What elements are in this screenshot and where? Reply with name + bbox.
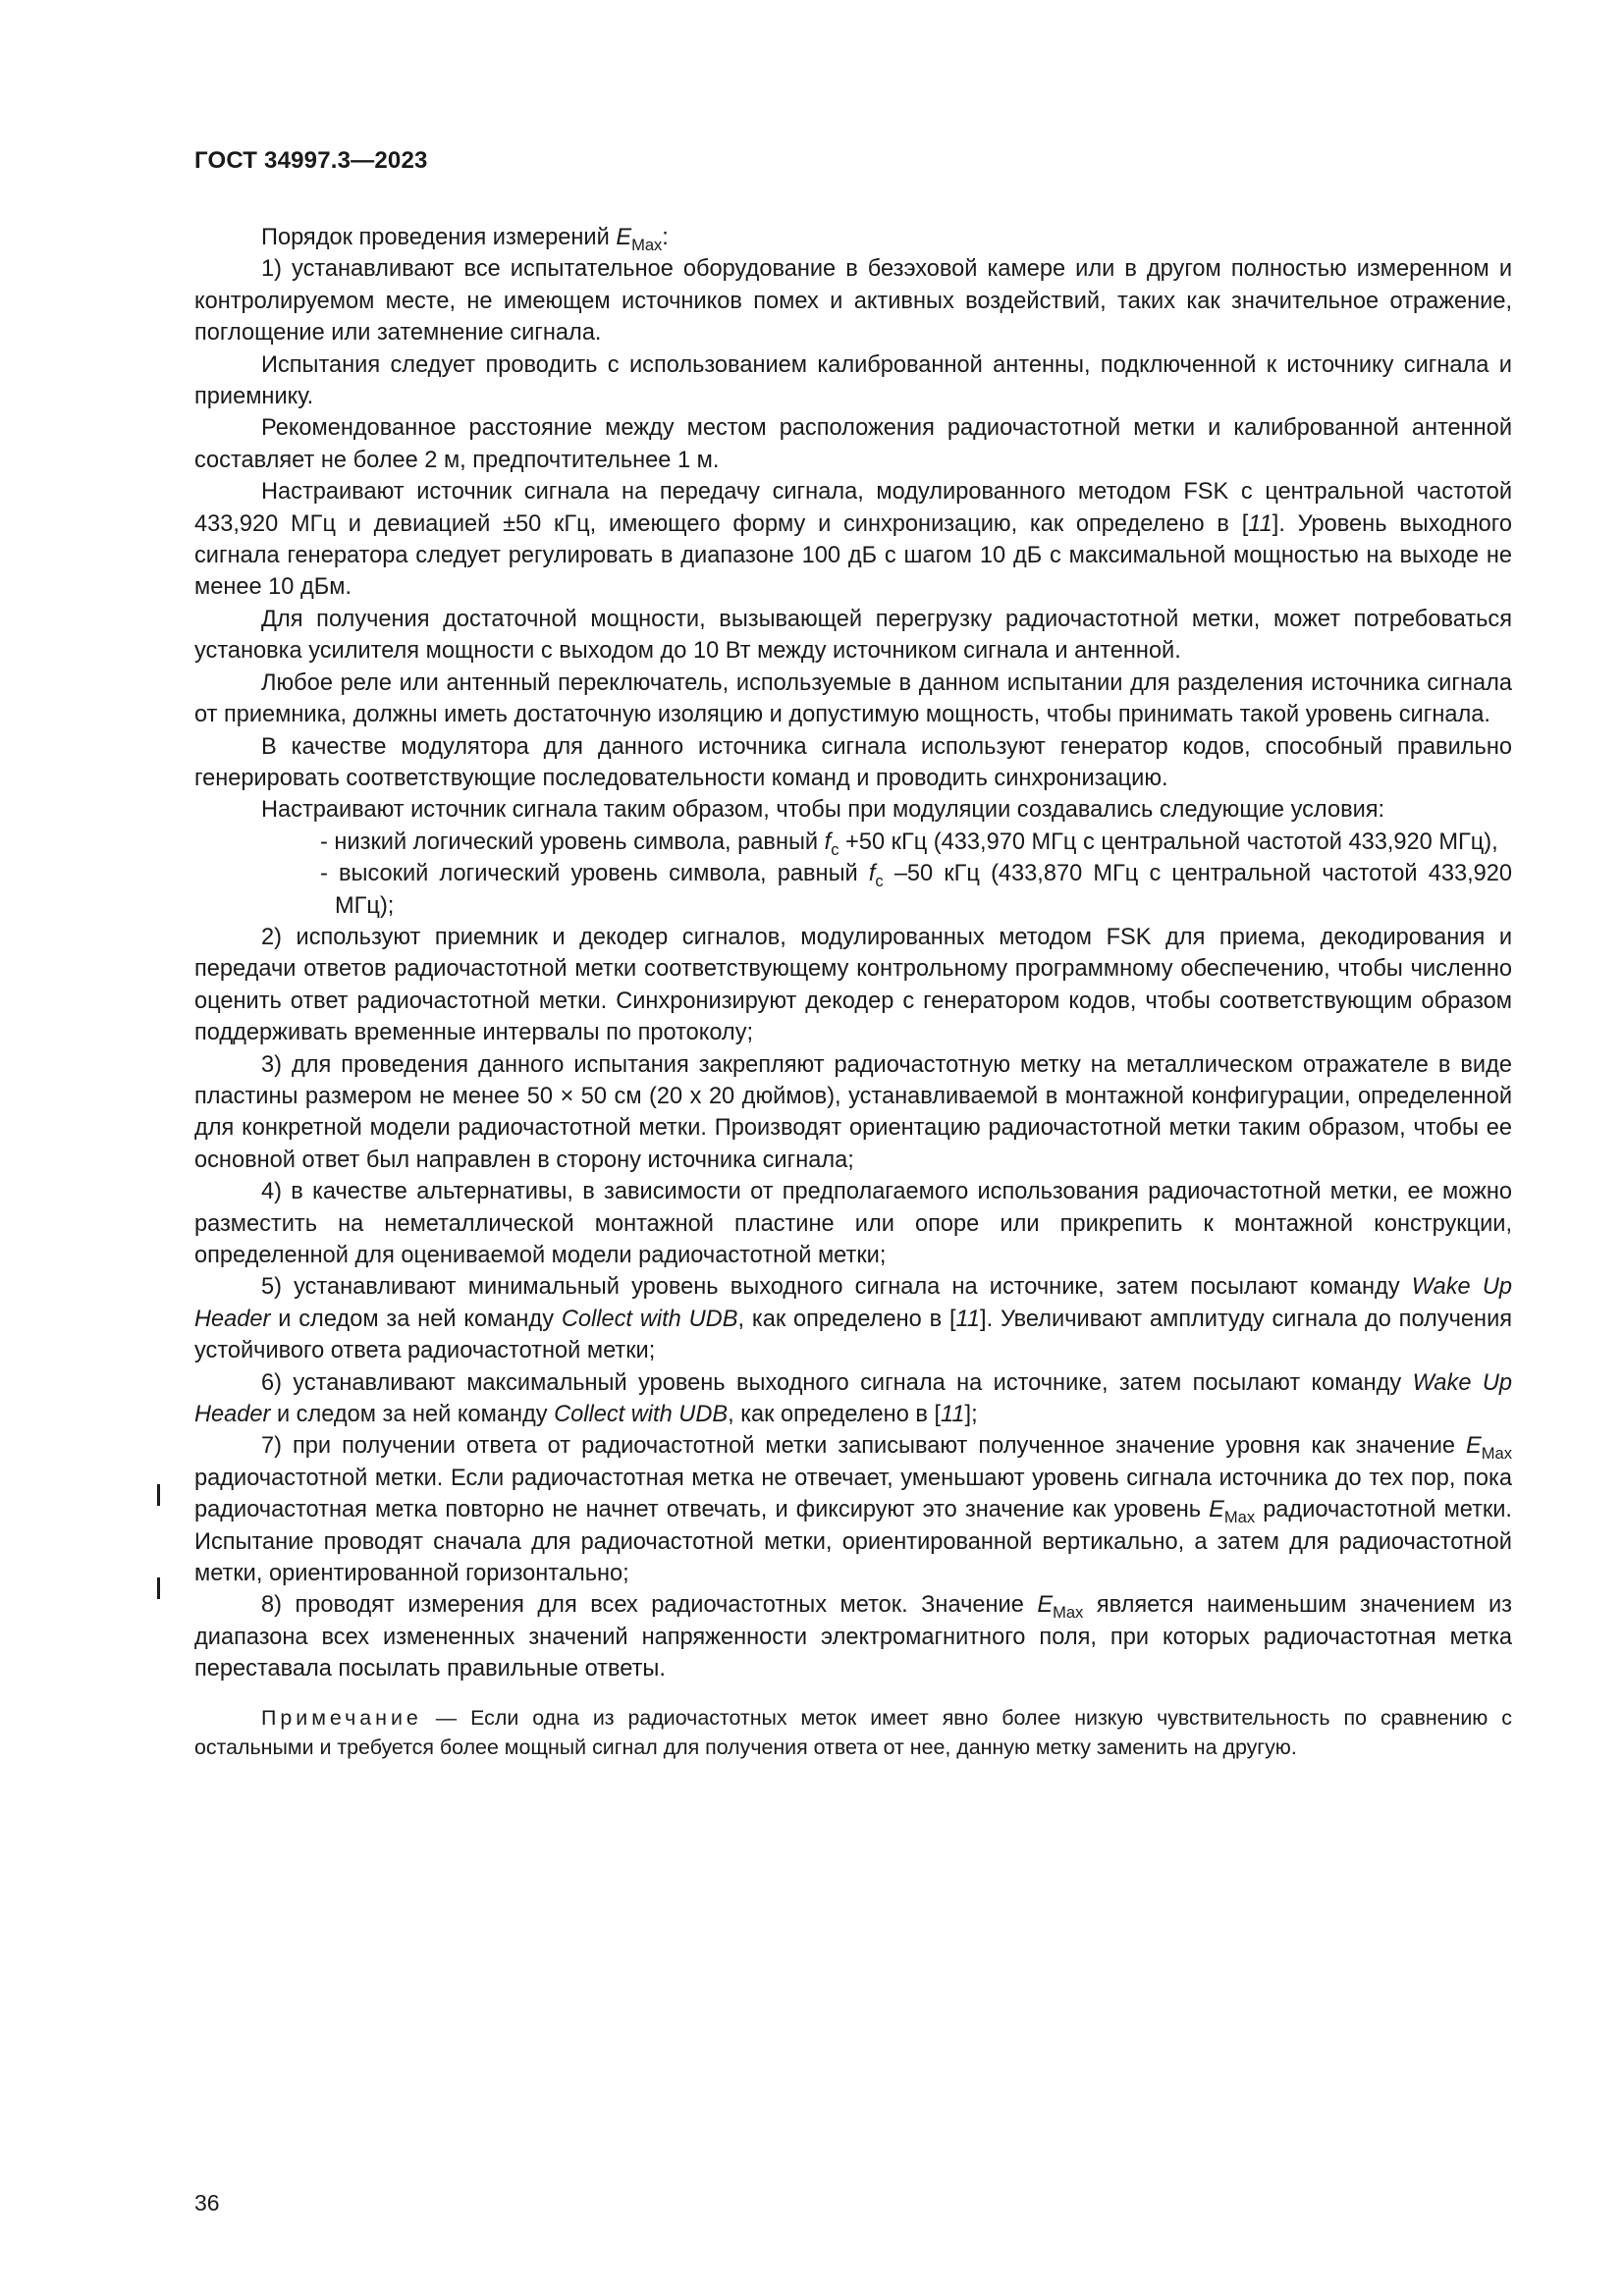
note-label: Примечание <box>261 1705 422 1730</box>
paragraph-6: Любое реле или антенный переключатель, используемые в данном испытании для разделения источника сигнала от приемника, должны иметь достаточную изоляцию и допустимую мощность, чтобы принимать такой уровень сигнала. <box>194 669 1512 728</box>
paragraph-step-2: 2) используют приемник и декодер сигналов, модулированных методом FSK для приема, декодирования и передачи ответов радиочастотной метки соответствующему контрольному программному обеспечению, чтобы численно оценить ответ радиочастотной метки. Синхронизируют декодер с генератором кодов, чтобы соответствующим образом поддерживать временные интервалы по протоколу; <box>194 924 1512 1046</box>
paragraph-7: В качестве модулятора для данного источника сигнала используют генератор кодов, способный правильно генерировать соответствующие последовательности команд и проводить синхронизацию. <box>194 733 1512 791</box>
document-body <box>194 222 1512 1762</box>
paragraph-step-3: 3) для проведения данного испытания закрепляют радиочастотную метку на металлическом отражателе в виде пластины размером не менее 50 × 50 см (20 х 20 дюймов), устанавливаемой в монтажной конфигурации, определенной для конкретной модели радиочастотной метки. Производят ориентацию радиочастотной метки таким образом, чтобы ее основной ответ был направлен в сторону источника сигнала; <box>194 1051 1512 1173</box>
page-number: 36 <box>194 2190 220 2216</box>
paragraph-step-7: 7) при получении ответа от радиочастотной метки записывают полученное значение уровня как значение $E_{Max}$ радиочастотной метки. Если радиочастотная метка не отвечает, уменьшают уровень сигнала источника до тех пор, пока радиочастотная метка повторно не начнет отвечать, и фиксируют это значение как уровень $E_{Max}$ радиочастотной метки. Испытание проводят сначала для радиочастотной метки, ориентированной вертикально, а затем для радиочастотной метки, ориентированной горизонтально; <box>194 1433 1512 1587</box>
paragraph-1: 1) устанавливают все испытательное оборудование в безэховой камере или в другом полностью измеренном и контролируемом месте, не имеющем источников помех и активных воздействий, таких как значительное отражение, поглощение или затемнение сигнала. <box>194 256 1512 347</box>
list-item-high-level: - высокий логический уровень символа, равный $f_c$ –50 кГц (433,870 МГц с центральной частотой 433,920 МГц); <box>320 861 1512 919</box>
change-bar <box>157 1484 160 1506</box>
document-header: ГОСТ 34997.3—2023 <box>194 147 428 174</box>
paragraph-5: Для получения достаточной мощности, вызывающей перегрузку радиочастотной метки, может потребоваться установка усилителя мощности с выходом до 10 Вт между источником сигнала и антенной. <box>194 606 1512 665</box>
paragraph-step-5: 5) устанавливают минимальный уровень выходного сигнала на источнике, затем посылают команду Wake Up Header и следом за ней команду Collect with UDB, как определено в [11]. Увеличивают амплитуду сигнала до получения устойчивого ответа радиочастотной метки; <box>194 1274 1513 1364</box>
change-bar <box>157 1577 160 1599</box>
note: Примечание — Если одна из радиочастотных меток имеет явно более низкую чувствительность по сравнению с остальными и требуется более мощный сигнал для получения ответа от нее, данную метку заменить на другую. <box>194 1705 1512 1759</box>
paragraph-4: Настраивают источник сигнала на передачу сигнала, модулированного методом FSK с центральной частотой 433,920 МГц и девиацией ±50 кГц, имеющего форму и синхронизацию, как определено в [11]. Уровень выходного сигнала генератора следует регулировать в диапазоне 100 дБ с шагом 10 дБ с максимальной мощностью на выходе не менее 10 дБм. <box>194 479 1513 601</box>
paragraph-step-8: 8) проводят измерения для всех радиочастотных меток. Значение $E_{Max}$ является наименьшим значением из диапазона всех измененных значений напряженности электромагнитного поля, при которых радиочастотная метка переставала посылать правильные ответы. <box>194 1592 1512 1682</box>
paragraph-3: Рекомендованное расстояние между местом расположения радиочастотной метки и калиброванной антенной составляет не более 2 м, предпочтительнее 1 м. <box>194 415 1512 473</box>
paragraph-8: Настраивают источник сигнала таким образом, чтобы при модуляции создавались следующие условия: <box>261 797 1385 824</box>
paragraph-step-6: 6) устанавливают максимальный уровень выходного сигнала на источнике, затем посылают команду Wake Up Header и следом за ней команду Collect with UDB, как определено в [11]; <box>194 1369 1512 1428</box>
list-item-low-level: - низкий логический уровень символа, равный $f_c +50$ кГц (433,970 МГц с центральной частотой 433,920 МГц), <box>320 828 1498 859</box>
paragraph-2: Испытания следует проводить с использованием калиброванной антенны, подключенной к источнику сигнала и приемнику. <box>194 351 1512 410</box>
paragraph-step-4: 4) в качестве альтернативы, в зависимости от предполагаемого использования радиочастотной метки, ее можно разместить на неметаллической монтажной пластине или опоре или прикрепить к монтажной конструкции, определенной для оцениваемой модели радиочастотной метки; <box>194 1179 1512 1268</box>
paragraph-intro: Порядок проведения измерений $E_{Max}$: <box>261 225 669 254</box>
